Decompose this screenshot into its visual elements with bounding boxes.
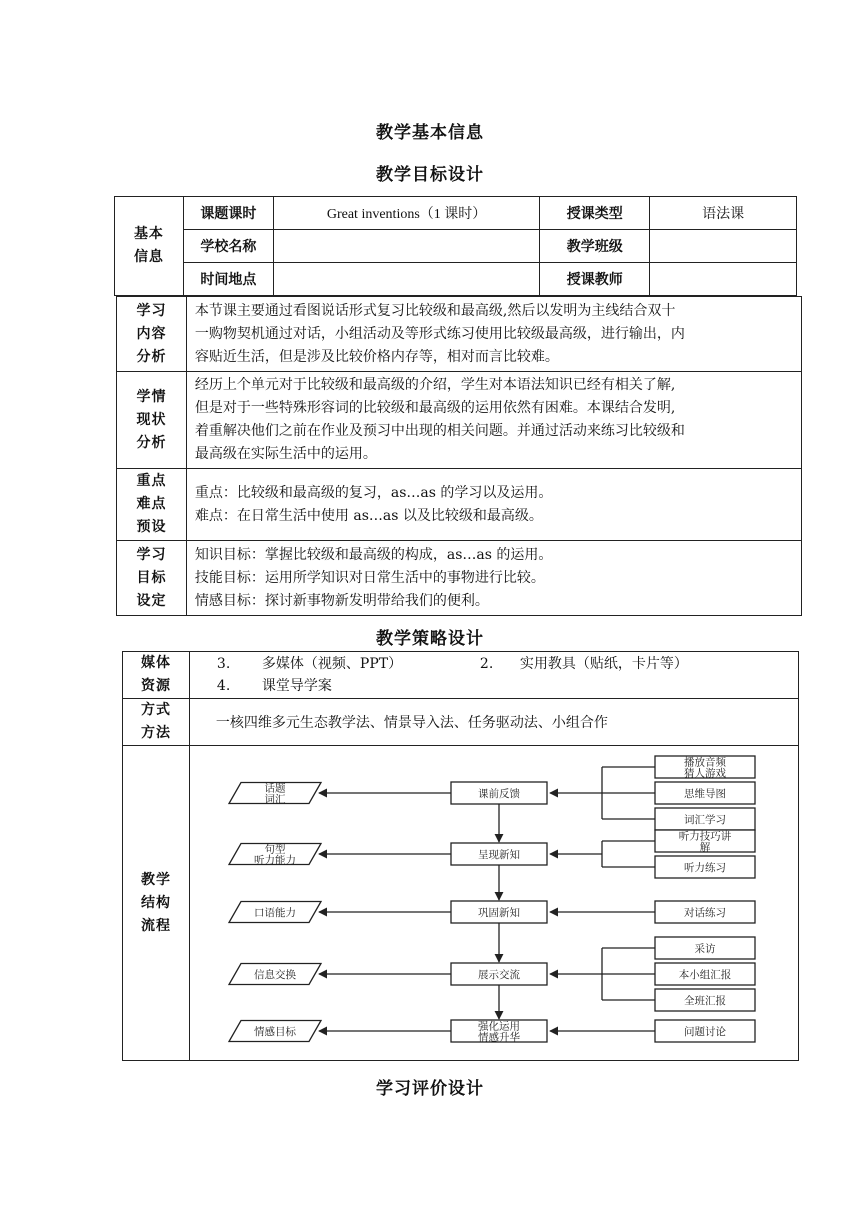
lesson-type-label: 授课类型: [540, 197, 650, 230]
flow-center-step-label: 强化运用: [478, 1020, 520, 1033]
flow-outcome-label: 口语能力: [254, 907, 296, 919]
flow-activity-label: 听力练习: [684, 862, 726, 874]
evaluation-design-heading: 学习评价设计: [376, 1079, 484, 1099]
learner-analysis-label: 学情 现状 分析: [117, 372, 187, 469]
media-item-text: 多媒体（视频、PPT）: [261, 656, 403, 672]
school-name-value: [273, 230, 540, 263]
content-analysis-text: 本节课主要通过看图说话形式复习比较级和最高级,然后以发明为主线结合双十 一购物契机通过对话，小组活动及等形式练习使用比较级最高级，进行输出，内 容贴近生活，但是涉及比较价格内存等，相对而言比较难。: [186, 297, 801, 372]
media-item-text: 课堂导学案: [261, 678, 332, 694]
teacher-value: [650, 263, 797, 296]
methods-label: 方式 方法: [123, 699, 190, 746]
flow-activity-label: 本小组汇报: [678, 969, 732, 981]
flow-activity-label: 解: [699, 841, 711, 854]
course-title-label: 课题课时: [183, 197, 273, 230]
course-title-value: Great inventions（1 课时）: [273, 197, 540, 230]
class-label: 教学班级: [540, 230, 650, 263]
flow-label: 教学 结构 流程: [123, 746, 190, 1061]
time-place-value: [273, 263, 540, 296]
lesson-type-value: 语法课: [650, 197, 797, 230]
teaching-flowchart: [190, 744, 798, 1058]
media-item-number: 4.: [216, 678, 231, 694]
strategy-design-heading: 教学策略设计: [376, 629, 484, 649]
learning-goals-text: 知识目标：掌握比较级和最高级的构成，as…as 的运用。 技能目标：运用所学知识对日常生活中的事物进行比较。 情感目标：探讨新事物新发明带给我们的便利。: [186, 541, 801, 616]
flow-activity-label: 猜人游戏: [684, 767, 726, 780]
flow-activity-label: 采访: [694, 943, 716, 955]
basic-info-heading: 教学基本信息: [376, 123, 484, 143]
school-name-label: 学校名称: [183, 230, 273, 263]
media-item-text: 实用教具（贴纸，卡片等）: [519, 656, 688, 672]
flow-outcome-label: 情感目标: [254, 1026, 296, 1038]
learner-analysis-text: 经历上个单元对于比较级和最高级的介绍，学生对本语法知识已经有相关了解, 但是对于一些特殊形容词的比较级和最高级的运用依然有困难。本课结合发明, 着重解决他们之前在作业及预习中出现的相关问题。并通过活动来练习比较级和 最高级在实际生活中的运用。: [186, 372, 801, 469]
flow-outcome-label: 词汇: [264, 793, 286, 806]
flow-center-step-label: 展示交流: [478, 969, 520, 981]
learning-goals-label: 学习 目标 设定: [117, 541, 187, 616]
flow-activity-label: 对话练习: [684, 907, 726, 919]
flow-center-step-label: 巩固新知: [478, 907, 520, 919]
flow-activity-label: 听力技巧讲: [678, 830, 732, 843]
objective-design-heading: 教学目标设计: [376, 165, 484, 185]
flow-activity-label: 词汇学习: [684, 814, 726, 826]
class-value: [650, 230, 797, 263]
flow-outcome-label: 听力能力: [254, 854, 296, 867]
key-points-text: 重点：比较级和最高级的复习，as…as 的学习以及运用。 难点：在日常生活中使用 as…as 以及比较级和最高级。: [186, 469, 801, 541]
media-item-number: 3.: [216, 656, 231, 672]
media-resources-label: 媒体 资源: [123, 652, 190, 699]
media-item-number: 2.: [479, 656, 494, 672]
teacher-label: 授课教师: [540, 263, 650, 296]
objective-table: [116, 296, 802, 616]
methods-text: 一核四维多元生态教学法、情景导入法、任务驱动法、小组合作: [189, 699, 798, 746]
flow-activity-label: 播放音频: [684, 756, 726, 769]
basic-info-table: [114, 196, 797, 296]
content-analysis-label: 学习 内容 分析: [117, 297, 187, 372]
flow-activity-label: 问题讨论: [684, 1026, 726, 1038]
media-resources-cell: [189, 652, 798, 699]
flow-outcome-label: 话题: [264, 782, 286, 795]
flow-outcome-label: 句型: [264, 843, 286, 856]
flow-activity-label: 全班汇报: [684, 995, 726, 1007]
flow-outcome-label: 信息交换: [254, 969, 296, 981]
time-place-label: 时间地点: [183, 263, 273, 296]
flow-center-step-label: 课前反馈: [478, 788, 520, 800]
flow-activity-label: 思维导图: [684, 788, 726, 800]
flow-center-step-label: 情感升华: [478, 1031, 520, 1044]
key-points-label: 重点 难点 预设: [117, 469, 187, 541]
basic-info-group-label: 基本 信息: [115, 197, 184, 296]
flow-center-step-label: 呈现新知: [478, 849, 520, 861]
